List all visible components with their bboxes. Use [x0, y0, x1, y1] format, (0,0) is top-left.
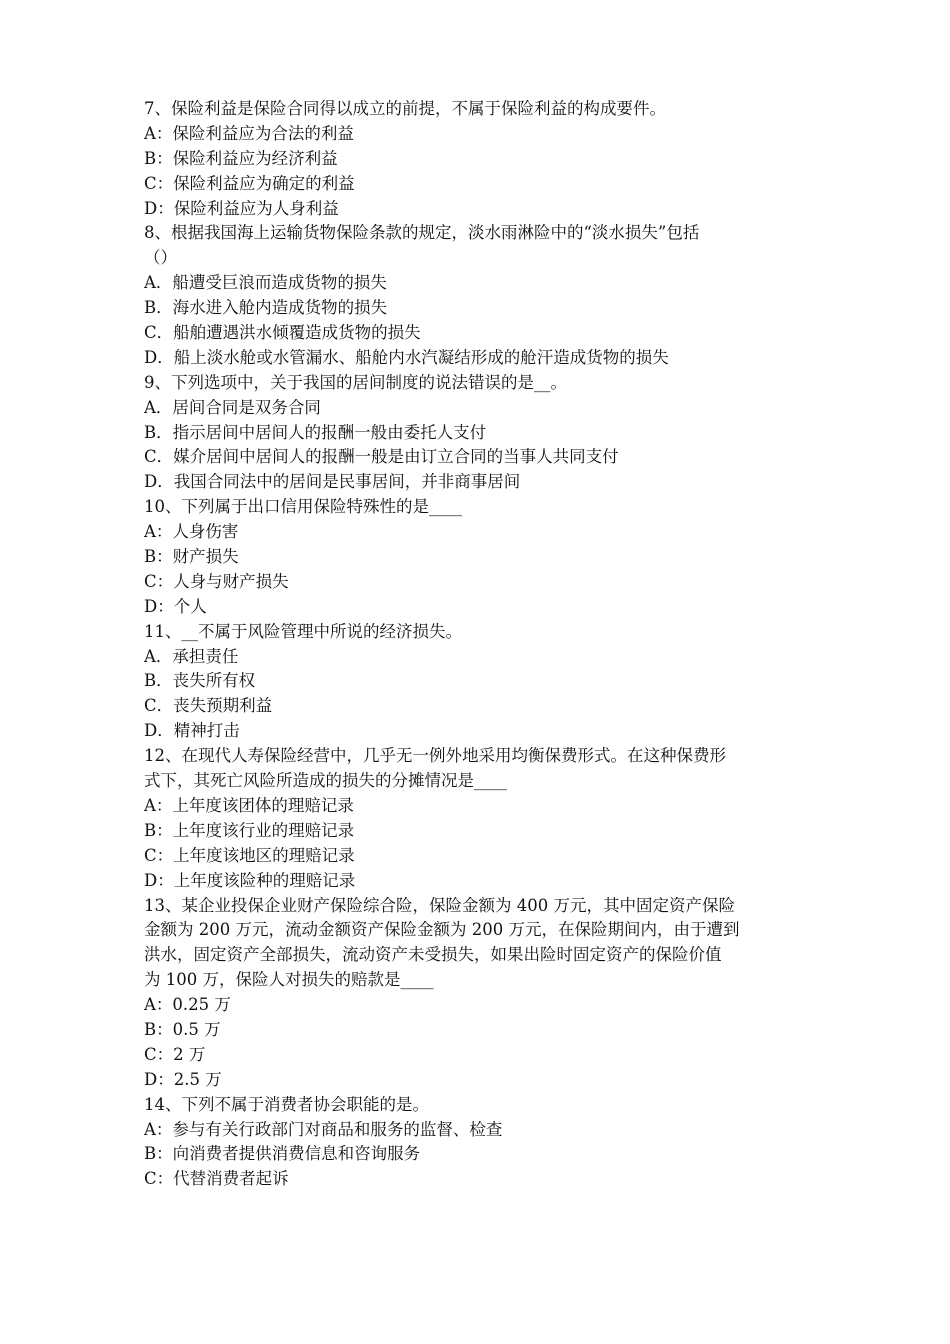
answer-option: C：保险利益应为确定的利益	[144, 173, 355, 193]
answer-option: D．船上淡水舱或水管漏水、船舱内水汽凝结形成的舱汗造成货物的损失	[144, 347, 669, 367]
answer-option: D：2.5 万	[144, 1069, 222, 1089]
question-block	[144, 97, 808, 221]
question-stem-line: 洪水，固定资产全部损失，流动资产未受损失，如果出险时固定资产的保险价值	[144, 945, 722, 965]
answer-option: B．海水进入舱内造成货物的损失	[144, 298, 388, 318]
answer-option: B：财产损失	[144, 547, 239, 567]
answer-option: C．丧失预期利益	[144, 696, 273, 716]
question-stem-line: （）	[144, 248, 177, 268]
answer-option: C．船舶遭遇洪水倾覆造成货物的损失	[144, 323, 421, 343]
answer-option: A．居间合同是双务合同	[144, 397, 321, 417]
answer-option: A：0.25 万	[144, 995, 231, 1015]
answer-option: A．承担责任	[144, 646, 239, 666]
answer-option: C：上年度该地区的理赔记录	[144, 845, 355, 865]
question-stem-line: 12、在现代人寿保险经营中，几乎无一例外地采用均衡保费形式。在这种保费形	[144, 746, 726, 766]
question-block	[144, 495, 808, 619]
answer-option: B：向消费者提供消费信息和咨询服务	[144, 1144, 421, 1164]
answer-option: B：保险利益应为经济利益	[144, 148, 338, 168]
question-stem-line: 8、根据我国海上运输货物保险条款的规定，淡水雨淋险中的“淡水损失”包括	[144, 223, 700, 243]
question-block	[144, 894, 808, 1093]
answer-option: B：0.5 万	[144, 1019, 221, 1039]
answer-option: C：人身与财产损失	[144, 571, 289, 591]
answer-option: A：保险利益应为合法的利益	[144, 123, 354, 143]
answer-option: C．媒介居间中居间人的报酬一般是由订立合同的当事人共同支付	[144, 447, 619, 467]
question-block	[144, 1093, 808, 1193]
answer-option: B：上年度该行业的理赔记录	[144, 820, 355, 840]
question-block	[144, 371, 808, 495]
question-stem-line: 13、某企业投保企业财产保险综合险，保险金额为 400 万元，其中固定资产保险	[144, 895, 735, 915]
answer-option: A：上年度该团体的理赔记录	[144, 795, 354, 815]
answer-option: A：人身伤害	[144, 522, 239, 542]
answer-option: D：上年度该险种的理赔记录	[144, 870, 356, 890]
answer-option: A．船遭受巨浪而造成货物的损失	[144, 273, 387, 293]
question-block	[144, 744, 808, 893]
question-stem-line: 7、保险利益是保险合同得以成立的前提，不属于保险利益的构成要件。	[144, 99, 666, 118]
document-page	[144, 97, 808, 1192]
question-stem-line: 14、下列不属于消费者协会职能的是。	[144, 1094, 429, 1114]
answer-option: B．指示居间中居间人的报酬一般由委托人支付	[144, 422, 487, 442]
answer-option: C：代替消费者起诉	[144, 1169, 289, 1189]
question-stem-line: 金额为 200 万元，流动金额资产保险金额为 200 万元，在保险期间内，由于遭到	[144, 920, 740, 940]
question-block	[144, 221, 808, 370]
question-block	[144, 620, 808, 744]
answer-option: A：参与有关行政部门对商品和服务的监督、检查	[144, 1119, 503, 1139]
question-stem-line: 10、下列属于出口信用保险特殊性的是____	[144, 497, 462, 517]
answer-option: B．丧失所有权	[144, 671, 256, 691]
question-stem-line: 11、__不属于风险管理中所说的经济损失。	[144, 621, 462, 641]
answer-option: D．精神打击	[144, 721, 240, 741]
answer-option: C：2 万	[144, 1044, 206, 1064]
answer-option: D：保险利益应为人身利益	[144, 198, 339, 218]
question-stem-line: 为 100 万，保险人对损失的赔款是____	[144, 970, 434, 990]
answer-option: D．我国合同法中的居间是民事居间，并非商事居间	[144, 472, 521, 492]
question-stem-line: 式下，其死亡风险所造成的损失的分摊情况是____	[144, 771, 507, 791]
answer-option: D：个人	[144, 596, 207, 616]
question-stem-line: 9、下列选项中，关于我国的居间制度的说法错误的是__。	[144, 372, 567, 392]
